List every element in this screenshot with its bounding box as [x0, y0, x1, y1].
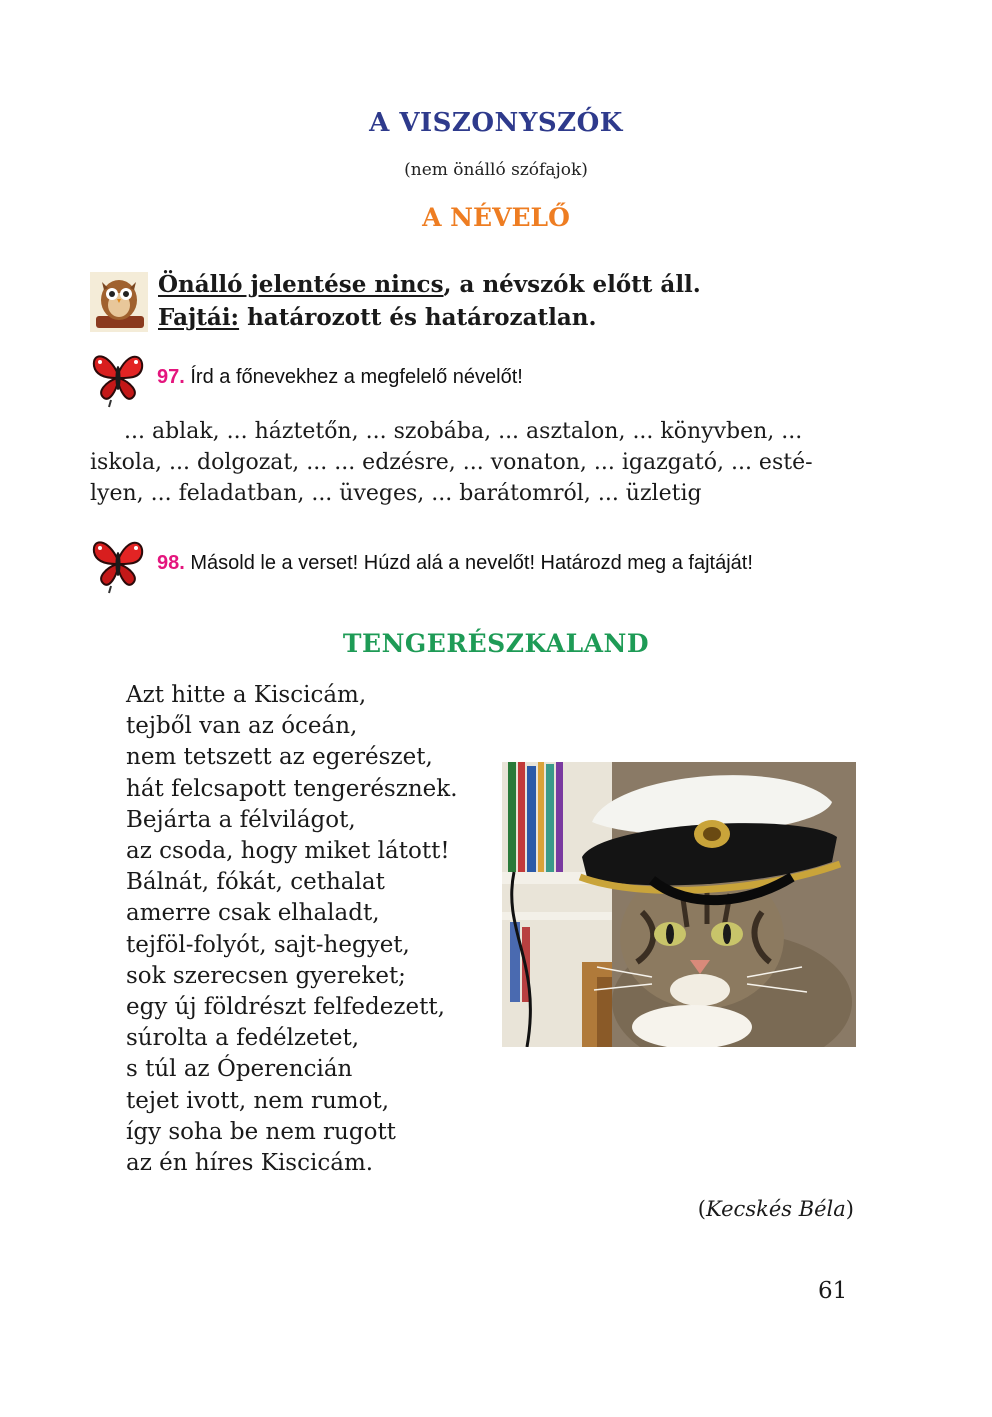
- author-name: Kecskés Béla: [706, 1197, 846, 1221]
- poem-line: egy új földrészt felfedezett,: [126, 994, 445, 1021]
- poem-line: Azt hitte a Kiscicám,: [126, 682, 367, 708]
- chapter-title: A VISZONYSZÓK: [369, 108, 623, 138]
- butterfly-icon: [90, 348, 146, 408]
- rule-line-1: Önálló jelentése nincs, a névszók előtt áll.: [158, 271, 701, 298]
- exercise-line: lyen, ... feladatban, ... üveges, ... barátomról, ... üzletig: [90, 481, 702, 506]
- poem-line: az csoda, hogy miket látott!: [126, 838, 450, 865]
- poem-line: az én híres Kiscicám.: [126, 1150, 374, 1177]
- poem-author: (Kecskés Béla): [697, 1197, 854, 1221]
- exercise-line: ... ablak, ... háztetőn, ... szobába, ... asztalon, ... könyvben, ...: [124, 419, 803, 444]
- exercise-text: [90, 416, 858, 509]
- task-97: [157, 366, 523, 389]
- rule-term-1: Önálló jelentése nincs: [158, 271, 444, 298]
- poem-line: sok szerecsen gyereket;: [126, 962, 406, 989]
- poem-line: tejből van az óceán,: [126, 713, 358, 740]
- butterfly-icon: [90, 534, 146, 594]
- poem-line: Bejárta a félvilágot,: [126, 806, 356, 833]
- poem-line: nem tetszett az egerészet,: [126, 744, 433, 771]
- rule-term-2: Fajtái:: [158, 304, 240, 331]
- rule-line-2: Fajtái: határozott és határozatlan.: [158, 304, 597, 331]
- task-text: Másold le a verset! Húzd alá a nevelőt! Határozd meg a fajtáját!: [184, 552, 753, 574]
- chapter-subtitle: (nem önálló szófajok): [404, 160, 588, 180]
- task-text: Írd a főnevekhez a megfelelő névelőt!: [184, 366, 523, 388]
- exercise-line: iskola, ... dolgozat, ... ... edzésre, ... vonaton, ... igazgató, ... esté-: [90, 450, 813, 475]
- poem-line: súrolta a fedélzetet,: [126, 1025, 360, 1052]
- page-number: 61: [818, 1278, 848, 1304]
- cat-in-captain-hat-image: [502, 762, 856, 1047]
- poem-line: hát felcsapott tengerésznek.: [126, 775, 458, 802]
- poem-line: Bálnát, fókát, cethalat: [126, 869, 385, 896]
- task-number: 98.: [157, 552, 185, 574]
- section-title: A NÉVELŐ: [422, 203, 570, 232]
- task-98: [157, 552, 753, 575]
- poem-line: amerre csak elhaladt,: [126, 900, 380, 927]
- rule-box: [158, 268, 701, 334]
- poem-line: tejet ivott, nem rumot,: [126, 1087, 390, 1114]
- task-number: 97.: [157, 366, 185, 388]
- poem-line: tejföl-folyót, sajt-hegyet,: [126, 931, 410, 958]
- poem-line: így soha be nem rugott: [126, 1118, 396, 1145]
- owl-teacher-icon: [90, 272, 148, 332]
- poem-title: TENGERÉSZKALAND: [342, 629, 650, 658]
- poem-text: [126, 680, 458, 1179]
- poem-line: s túl az Óperencián: [126, 1056, 353, 1083]
